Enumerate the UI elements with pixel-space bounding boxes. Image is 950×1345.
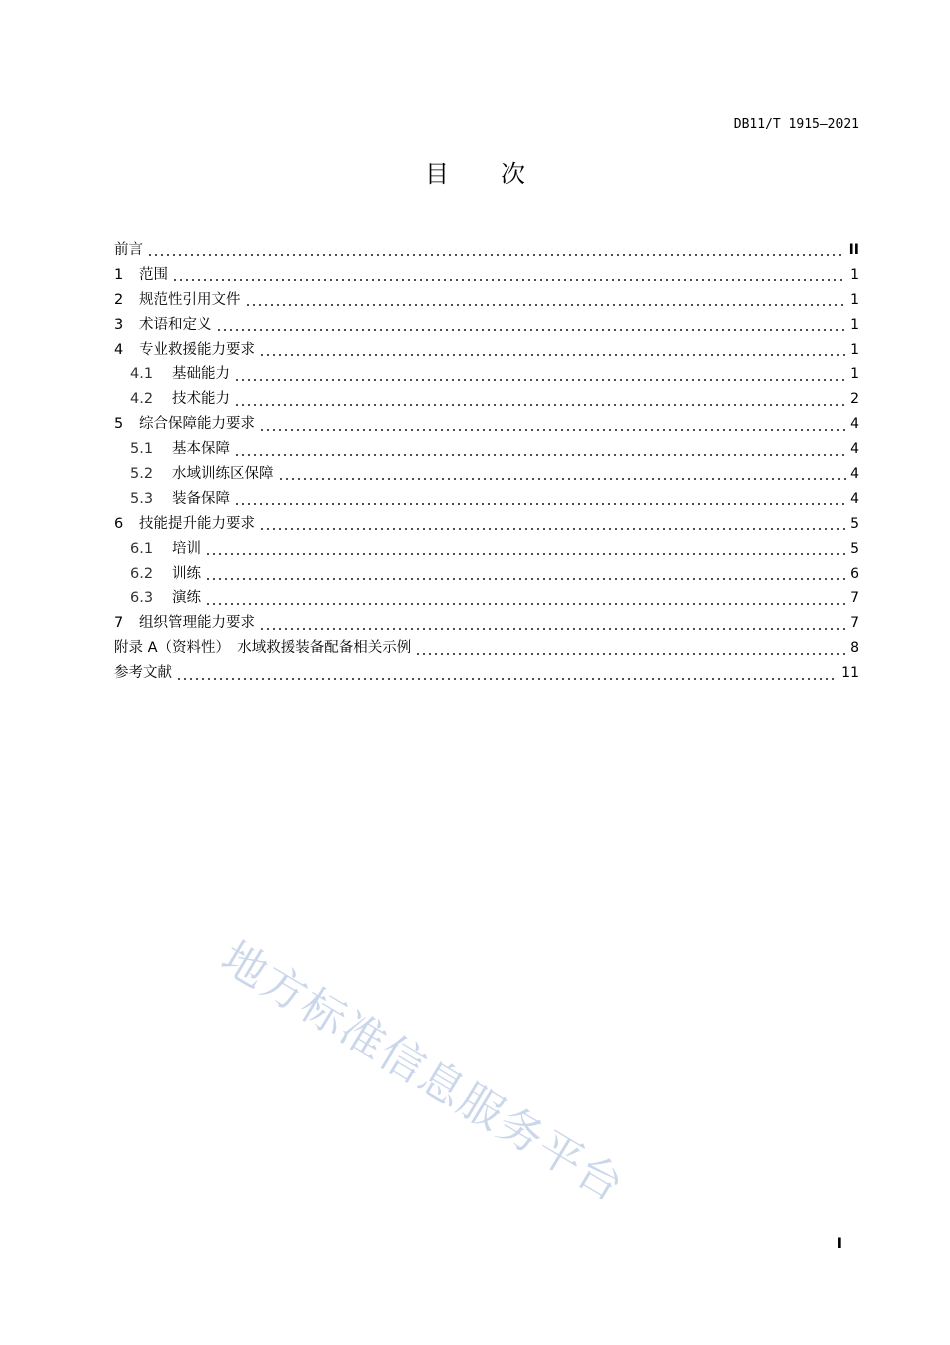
toc-dot-leader: [259, 354, 846, 356]
toc-entry-title: 装备保障: [172, 490, 230, 507]
toc-entry-page: 1: [850, 291, 859, 308]
toc-entry-number: 3: [114, 316, 124, 333]
toc-entry-page: 7: [850, 590, 859, 607]
toc-entry-page: 4: [850, 466, 859, 483]
toc-entry-number: 6.3: [130, 590, 154, 607]
toc-entry[interactable]: [114, 661, 859, 686]
watermark: 地方标准信息服务平台: [212, 931, 634, 1213]
toc-entry-page: 4: [850, 416, 859, 433]
toc-entry-page: 6: [850, 565, 859, 582]
toc-entry-page: 1: [850, 316, 859, 333]
toc-title: 目次: [425, 160, 577, 188]
toc-dot-leader: [234, 404, 846, 406]
toc-entry-title: 综合保障能力要求: [139, 416, 255, 433]
toc-entry[interactable]: [114, 338, 859, 363]
toc-dot-leader: [234, 454, 846, 456]
toc-entry[interactable]: [114, 288, 859, 313]
toc-entry-page: 7: [850, 615, 859, 632]
toc-entry-page: 4: [850, 490, 859, 507]
toc-entry-page: 1: [850, 366, 859, 383]
toc-entry-number: 5.1: [130, 441, 154, 458]
toc-dot-leader: [415, 653, 846, 655]
toc-dot-leader: [176, 678, 837, 680]
toc-dot-leader: [205, 603, 846, 605]
toc-entry-number: 5.3: [130, 490, 154, 507]
toc-dot-leader: [259, 429, 846, 431]
table-of-contents: [114, 238, 859, 686]
toc-entry-title: 专业救援能力要求: [139, 341, 255, 358]
toc-entry[interactable]: [114, 462, 859, 487]
toc-entry-page: II: [848, 242, 859, 258]
toc-dot-leader: [278, 478, 847, 480]
toc-entry[interactable]: [114, 263, 859, 288]
toc-entry[interactable]: [114, 537, 859, 562]
toc-entry-page: 4: [850, 441, 859, 458]
toc-entry-number: 6.2: [130, 565, 154, 582]
toc-entry[interactable]: [114, 437, 859, 462]
toc-entry-number: 2: [114, 291, 124, 308]
toc-entry-title: 基本保障: [172, 441, 230, 458]
toc-entry-title: 前言: [114, 242, 143, 258]
toc-entry[interactable]: [114, 586, 859, 611]
document-number: DB11/T 1915—2021: [733, 117, 859, 132]
toc-entry-number: 4.1: [130, 366, 154, 383]
toc-entry-title: 附录 A（资料性） 水域救援装备配备相关示例: [114, 640, 412, 657]
toc-entry-number: 4: [114, 341, 124, 358]
toc-entry[interactable]: [114, 636, 859, 661]
toc-dot-leader: [205, 578, 846, 580]
toc-dot-leader: [259, 628, 846, 630]
toc-entry[interactable]: [114, 387, 859, 412]
toc-entry[interactable]: [114, 487, 859, 512]
toc-dot-leader: [245, 304, 847, 306]
toc-entry-number: 7: [114, 615, 124, 632]
toc-entry[interactable]: [114, 362, 859, 387]
toc-entry-page: 1: [850, 266, 859, 283]
toc-entry-page: 11: [841, 665, 859, 682]
toc-entry[interactable]: [114, 313, 859, 338]
toc-entry-title: 术语和定义: [139, 316, 212, 333]
toc-dot-leader: [259, 528, 846, 530]
toc-entry-title: 技术能力: [172, 391, 230, 408]
toc-entry[interactable]: [114, 238, 859, 263]
toc-entry-number: 1: [114, 266, 124, 283]
toc-entry-number: 6: [114, 515, 124, 532]
toc-entry-title: 范围: [139, 266, 168, 283]
toc-entry-title: 训练: [172, 565, 201, 582]
toc-entry-title: 规范性引用文件: [139, 291, 241, 308]
toc-entry-title: 演练: [172, 590, 201, 607]
toc-entry[interactable]: [114, 412, 859, 437]
toc-entry-page: 8: [850, 640, 859, 657]
page-number: I: [836, 1236, 842, 1252]
toc-entry-title: 组织管理能力要求: [139, 615, 255, 632]
toc-entry-title: 培训: [172, 540, 201, 557]
toc-entry-title: 技能提升能力要求: [139, 515, 255, 532]
toc-entry-title: 基础能力: [172, 366, 230, 383]
toc-entry-title: 参考文献: [114, 665, 172, 682]
toc-dot-leader: [216, 329, 847, 331]
toc-entry-number: 5.2: [130, 466, 154, 483]
toc-entry-number: 4.2: [130, 391, 154, 408]
toc-entry-page: 5: [850, 515, 859, 532]
toc-entry[interactable]: [114, 562, 859, 587]
toc-entry-page: 1: [850, 341, 859, 358]
toc-entry[interactable]: [114, 512, 859, 537]
toc-dot-leader: [172, 279, 846, 281]
toc-entry-title: 水域训练区保障: [172, 466, 274, 483]
toc-dot-leader: [234, 379, 846, 381]
toc-dot-leader: [234, 503, 846, 505]
toc-entry-page: 5: [850, 540, 859, 557]
toc-entry-number: 5: [114, 416, 124, 433]
toc-entry[interactable]: [114, 611, 859, 636]
toc-dot-leader: [147, 254, 845, 256]
toc-entry-page: 2: [850, 391, 859, 408]
toc-entry-number: 6.1: [130, 540, 154, 557]
toc-dot-leader: [205, 553, 846, 555]
